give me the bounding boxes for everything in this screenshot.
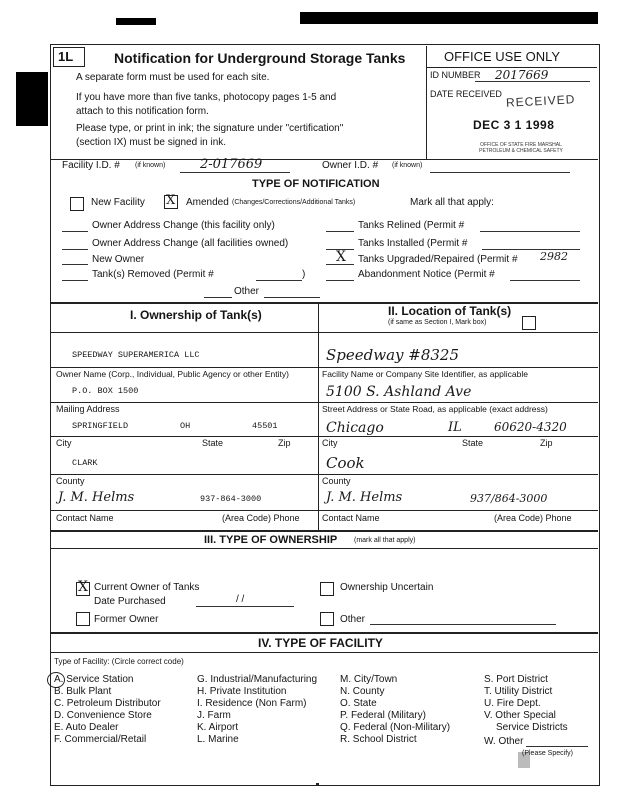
facility-id-hint: (if known) bbox=[135, 162, 166, 169]
notification-other: Other bbox=[234, 286, 260, 297]
location-facility-name: Speedway #8325 bbox=[326, 346, 460, 364]
location-state: IL bbox=[448, 420, 462, 435]
location-phone: 937/864-3000 bbox=[470, 492, 548, 505]
id-number-label: ID NUMBER bbox=[430, 70, 481, 80]
office-use-title: OFFICE USE ONLY bbox=[444, 49, 561, 64]
location-phone-label: (Area Code) Phone bbox=[494, 513, 572, 523]
facility-col4-t: T. Utility District bbox=[484, 686, 553, 697]
mark-all-label: Mark all that apply: bbox=[410, 197, 494, 208]
facility-col3-m: M. City/Town bbox=[340, 674, 398, 685]
location-facility-label: Facility Name or Company Site Identifier, as applicable bbox=[322, 369, 528, 379]
location-subtitle: (if same as Section I, Mark box) bbox=[388, 319, 487, 326]
location-street-label: Street Address or State Road, as applicable (exact address) bbox=[322, 404, 548, 414]
former-owner-label: Former Owner bbox=[94, 614, 159, 625]
facility-type-prompt: Type of Facility: (Circle correct code) bbox=[54, 657, 184, 666]
scan-mark-top-left bbox=[116, 18, 156, 25]
notification-left-1: Owner Address Change (this facility only) bbox=[92, 220, 275, 231]
notification-right-1: Tanks Relined (Permit # bbox=[358, 220, 465, 231]
location-city-label: City bbox=[322, 438, 338, 448]
notification-left-2: Owner Address Change (all facilities owned) bbox=[92, 238, 289, 249]
location-city: Chicago bbox=[326, 420, 384, 436]
owner-contact-name: J. M. Helms bbox=[58, 490, 135, 505]
scan-bar-left bbox=[16, 72, 48, 126]
owner-zip-label: Zip bbox=[278, 438, 291, 448]
location-street: 5100 S. Ashland Ave bbox=[326, 384, 472, 400]
facility-col3-o: O. State bbox=[340, 698, 377, 709]
owner-contact-label: Contact Name bbox=[56, 513, 114, 523]
please-specify-label: (Please Specify) bbox=[522, 750, 573, 757]
owner-city: SPRINGFIELD bbox=[72, 421, 129, 431]
scan-bar-top bbox=[300, 12, 598, 24]
location-state-label: State bbox=[462, 438, 484, 448]
owner-id-label: Owner I.D. # bbox=[322, 160, 379, 171]
instruction-2: If you have more than five tanks, photocopy pages 1-5 and attach to this notification form. bbox=[76, 92, 337, 117]
facility-col4-s: S. Port District bbox=[484, 674, 548, 685]
facility-col3-q: Q. Federal (Non-Military) bbox=[340, 722, 451, 733]
owner-state-label: State bbox=[202, 438, 224, 448]
facility-col4-v: V. Other Special bbox=[484, 710, 556, 721]
instruction-3: Please type, or print in ink; the signature under "certification" (section IX) must be signed in ink. bbox=[76, 123, 344, 148]
facility-col2-g: G. Industrial/Manufacturing bbox=[197, 674, 318, 685]
owner-name-label: Owner Name (Corp., Individual, Public Agency or other Entity) bbox=[56, 369, 289, 379]
owner-county-label: County bbox=[56, 476, 85, 486]
facility-col1-e: E. Auto Dealer bbox=[54, 722, 119, 733]
facility-col2-l: L. Marine bbox=[197, 734, 239, 745]
ownership-other-label: Other bbox=[340, 614, 366, 625]
current-owner-mark: X bbox=[78, 579, 88, 595]
facility-col2-h: H. Private Institution bbox=[197, 686, 287, 697]
form-number: 1L bbox=[58, 49, 74, 64]
facility-col1-f: F. Commercial/Retail bbox=[54, 734, 147, 745]
notification-right-4: Abandonment Notice (Permit # bbox=[358, 269, 495, 280]
owner-city-label: City bbox=[56, 438, 72, 448]
amended-mark: X bbox=[166, 193, 176, 208]
owner-name: SPEEDWAY SUPERAMERICA LLC bbox=[72, 350, 200, 360]
facility-id-label: Facility I.D. # bbox=[62, 160, 120, 171]
same-as-section-i-checkbox[interactable] bbox=[522, 316, 536, 330]
upgraded-permit: 2982 bbox=[540, 250, 568, 263]
notification-title: TYPE OF NOTIFICATION bbox=[252, 178, 380, 190]
location-zip-label: Zip bbox=[540, 438, 553, 448]
current-owner-label: Current Owner of Tanks bbox=[94, 582, 200, 593]
facility-col2-j: J. Farm bbox=[197, 710, 231, 721]
facility-col2-i: I. Residence (Non Farm) bbox=[197, 698, 307, 709]
owner-zip: 45501 bbox=[252, 421, 278, 431]
scan-dot bbox=[316, 783, 319, 786]
upgraded-mark: X bbox=[336, 249, 346, 265]
form-title: Notification for Underground Storage Tanks bbox=[114, 50, 406, 66]
owner-phone: 937-864-3000 bbox=[200, 494, 262, 504]
notification-right-2: Tanks Installed (Permit # bbox=[358, 238, 468, 249]
owner-id-hint: (if known) bbox=[392, 162, 423, 169]
stamp-footer: OFFICE OF STATE FIRE MARSHAL PETROLEUM & CHEMICAL SAFETY bbox=[479, 142, 563, 154]
notification-left-3: New Owner bbox=[92, 254, 145, 265]
id-number-value: 2017669 bbox=[495, 68, 549, 82]
facility-col4-u: U. Fire Dept. bbox=[484, 698, 541, 709]
ownership-title: I. Ownership of Tank(s) bbox=[130, 308, 262, 322]
new-facility-label: New Facility bbox=[91, 197, 145, 208]
amended-note: (Changes/Corrections/Additional Tanks) bbox=[232, 199, 356, 206]
facility-type-title: IV. TYPE OF FACILITY bbox=[258, 636, 383, 650]
ownership-type-title: III. TYPE OF OWNERSHIP bbox=[204, 534, 338, 546]
former-owner-checkbox[interactable] bbox=[76, 612, 90, 626]
facility-col2-k: K. Airport bbox=[197, 722, 239, 733]
owner-state: OH bbox=[180, 421, 191, 431]
notification-left-4: Tank(s) Removed (Permit # bbox=[92, 269, 214, 280]
location-county: Cook bbox=[326, 454, 365, 472]
location-zip: 60620-4320 bbox=[494, 420, 567, 434]
ownership-uncertain-checkbox[interactable] bbox=[320, 582, 334, 596]
notification-right-3: Tanks Upgraded/Repaired (Permit # bbox=[358, 254, 518, 265]
facility-col4-w: W. Other bbox=[484, 736, 524, 747]
owner-address-label: Mailing Address bbox=[56, 404, 120, 414]
owner-county: CLARK bbox=[72, 458, 98, 468]
owner-address: P.O. BOX 1500 bbox=[72, 386, 139, 396]
amended-label: Amended bbox=[186, 197, 229, 208]
facility-col1-c: C. Petroleum Distributor bbox=[54, 698, 161, 709]
owner-phone-label: (Area Code) Phone bbox=[222, 513, 300, 523]
ownership-type-note: (mark all that apply) bbox=[354, 537, 416, 544]
location-title: II. Location of Tank(s) bbox=[388, 304, 512, 318]
location-county-label: County bbox=[322, 476, 351, 486]
facility-col1-d: D. Convenience Store bbox=[54, 710, 152, 721]
new-facility-checkbox[interactable] bbox=[70, 197, 84, 211]
facility-col1-a: A. Service Station bbox=[54, 674, 134, 685]
received-stamp: RECEIVED bbox=[505, 92, 576, 110]
location-contact-label: Contact Name bbox=[322, 513, 380, 523]
ownership-uncertain-label: Ownership Uncertain bbox=[340, 582, 434, 593]
date-received-label: DATE RECEIVED bbox=[430, 89, 502, 99]
date-purchased-value: / / bbox=[236, 594, 245, 605]
facility-col1-b: B. Bulk Plant bbox=[54, 686, 112, 697]
ownership-other-checkbox[interactable] bbox=[320, 612, 334, 626]
location-contact-name: J. M. Helms bbox=[326, 490, 403, 505]
facility-col3-p: P. Federal (Military) bbox=[340, 710, 426, 721]
instruction-1: A separate form must be used for each site. bbox=[76, 72, 270, 83]
date-purchased-label: Date Purchased bbox=[94, 596, 166, 607]
facility-col3-n: N. County bbox=[340, 686, 385, 697]
date-stamp: DEC 3 1 1998 bbox=[473, 118, 555, 132]
facility-id-value: 2-017669 bbox=[200, 157, 263, 172]
facility-col4-v2: Service Districts bbox=[496, 722, 568, 733]
facility-col3-r: R. School District bbox=[340, 734, 417, 745]
